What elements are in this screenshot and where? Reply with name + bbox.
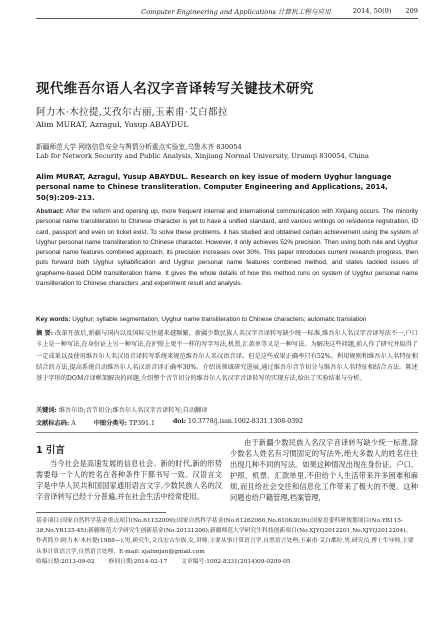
footnote-fund: 基金项目:国家自然科学基金重点项目(No.61132009);国家自然科学基金(No.61262066,No.61063036);国家语委科研规划项目(No.YB115-38,No.YB125-45);新疆师范大学研究生创新基金(No.20121206);新疆师范大学研究生科技创新项目(No.XJYQ2012201,No.XJYQ2012204)。 [36, 518, 412, 535]
body-column-right: 由于新疆少数民族人名汉字音译转写缺少统一标准,除少数名人姓名有习惯固定的写法外,绝大多数人的姓名往往出现几种不同的写法。如果这种情况出现在身份证、户口、护照、机票、汇款单里,不但给个人生活带来许多困难和麻烦,而且给社会交往和信息化工作带来了极大的不便。这种问题也给户籍管理,档案管理, [230, 438, 418, 502]
divider [36, 432, 418, 433]
keywords-text: Uyghur; syllable segmentation; Uyghur name transliteration to Chinese characters; automatic translation [72, 316, 367, 323]
received-date: 收稿日期:2013-09-02 [36, 558, 95, 565]
abstract-cn-label: 摘 要: [36, 330, 54, 337]
keywords-english [36, 315, 418, 324]
affiliation-english: Lab for Network Security and Public Analysis, Xinjiang Normal University, Urumqi 830054, China [36, 152, 369, 160]
keywords-cn-text: 维吾尔语;音节切分;维吾尔人名汉字音译转写;自动翻译 [58, 407, 208, 414]
abstract-cn-text: 改革开放后,新疆与国内以及国际交往越来越频繁。新疆少数民族人名汉字音译转写缺少统一标准,维吾尔人名汉字音译写法不一,户口卡上是一种写法,在身份证上另一种写法,在护照上更不一样的写字写法,机票,汇款单等又是一种写法。为解决这些问题,前人作了研究并取得了一定成果以及使用维吾尔人名汉语音译转写系统来规范维吾尔人名汉语音译。但是这些成果正确率只有52%。利用规则和维吾尔人名特征相结合的方法,提高系统自动维吾尔人名汉语音译正确率30%。介绍该领域研究进展,通过维吾尔音节切分与维吾尔人名特征相结合方法。陈述基于字形的DOM音译框架解决的问题,介绍整个音节切分的维吾尔人名汉字音译转写的实现方法,给出了实验结果与分析。 [36, 330, 418, 383]
year-volume: 2014, 50(9) [352, 7, 392, 15]
section-heading-introduction: 1 引言 [36, 445, 65, 456]
paper-title: 现代维吾尔语人名汉字音译转写关键技术研究 [36, 82, 314, 97]
running-header [36, 4, 418, 19]
page-number: 209 [405, 7, 418, 15]
affiliation-chinese: 新疆师范大学 网络信息安全与舆情分析重点实验室,乌鲁木齐 830054 [36, 143, 242, 151]
doc-code: 文献标志码: A [36, 420, 76, 427]
abstract-label: Abstract: [36, 208, 65, 215]
clc-number: 中图分类号: TP391.1 [93, 420, 155, 427]
footnote-dates [36, 557, 418, 567]
abstract-text: After the reform and opening up, more frequent internal and international communication with Xinjiang occurs. The minority personal name transliteration to Chinese character is yet to have a unified standard, and various writings on residence registration, ID card, passport and even on ticket exist. To solve these problems, it has studied and obtained certain achievement using the system of Uyghur personal name transliteration to Chinese character. However, it only achieves 52% precision. Then using both rule and Uyghur personal name features combined approach, its precision increases over 30%. This paper introduces current research progress, then puts forward both Uyghur syllabification and Uyghur personal name features combined method, and states tackled issues of grapheme-based DOM transliteration frame. It gives the whole details of how this method runs on system of Uyghur personal name transliteration to Chinese characters ,and experiment result and analysis. [36, 208, 418, 288]
citation-block: Alim MURAT, Azragul, Yusup ABAYDUL. Research on key issue of modern Uyghur language personal name to Chinese transliteration. Computer Engineering and Applications, 2014, 50(9):209-213. [36, 173, 392, 202]
keywords-cn-label: 关键词: [36, 407, 57, 414]
revised-date: 修回日期:2014-02-17 [108, 558, 168, 565]
classification-ids [36, 418, 418, 427]
journal-name: Computer Engineering and Applications 计算机工程与应用 [141, 8, 331, 16]
footnotes [36, 516, 418, 567]
article-number: 文章编号:1002-8331(2014)09-0209-05 [181, 558, 291, 565]
authors-chinese: 阿力木·木拉提,艾孜尔古丽,玉素甫·艾白都拉 [36, 107, 228, 118]
body-column-left: 当今社会是高速发展的信息社会。新的时代,新的形势需要每一个人的姓名在各种条件下都书写一致。汉语言文字是中华人民共和国国家通用语言文字,少数民族人名的汉字音译转写已经十分普遍,并在社会生活中经常使用。 [36, 459, 222, 501]
keywords-label: Key words: [36, 316, 71, 323]
keywords-chinese [36, 405, 418, 416]
footnote-rule [36, 512, 166, 513]
authors-english: Alim MURAT, Azragul, Yusup ABAYDUL [36, 120, 189, 129]
footnote-author: 作者简介:阿力木·木拉提(1988—),男,研究生,文良宏古尔族,女,讲师,主要从事计算语言学,自然语言处理;玉素甫·艾白都拉,男,研究员,博士生导师,主要从事计算语言学,自然语言处理。E-mail: xjalimjan@gmail.com [36, 538, 414, 555]
abstract-english [36, 207, 418, 289]
abstract-chinese [36, 328, 418, 384]
doi: doi: 10.3778/j.issn.1002-8331.1308-0392 [172, 418, 304, 425]
